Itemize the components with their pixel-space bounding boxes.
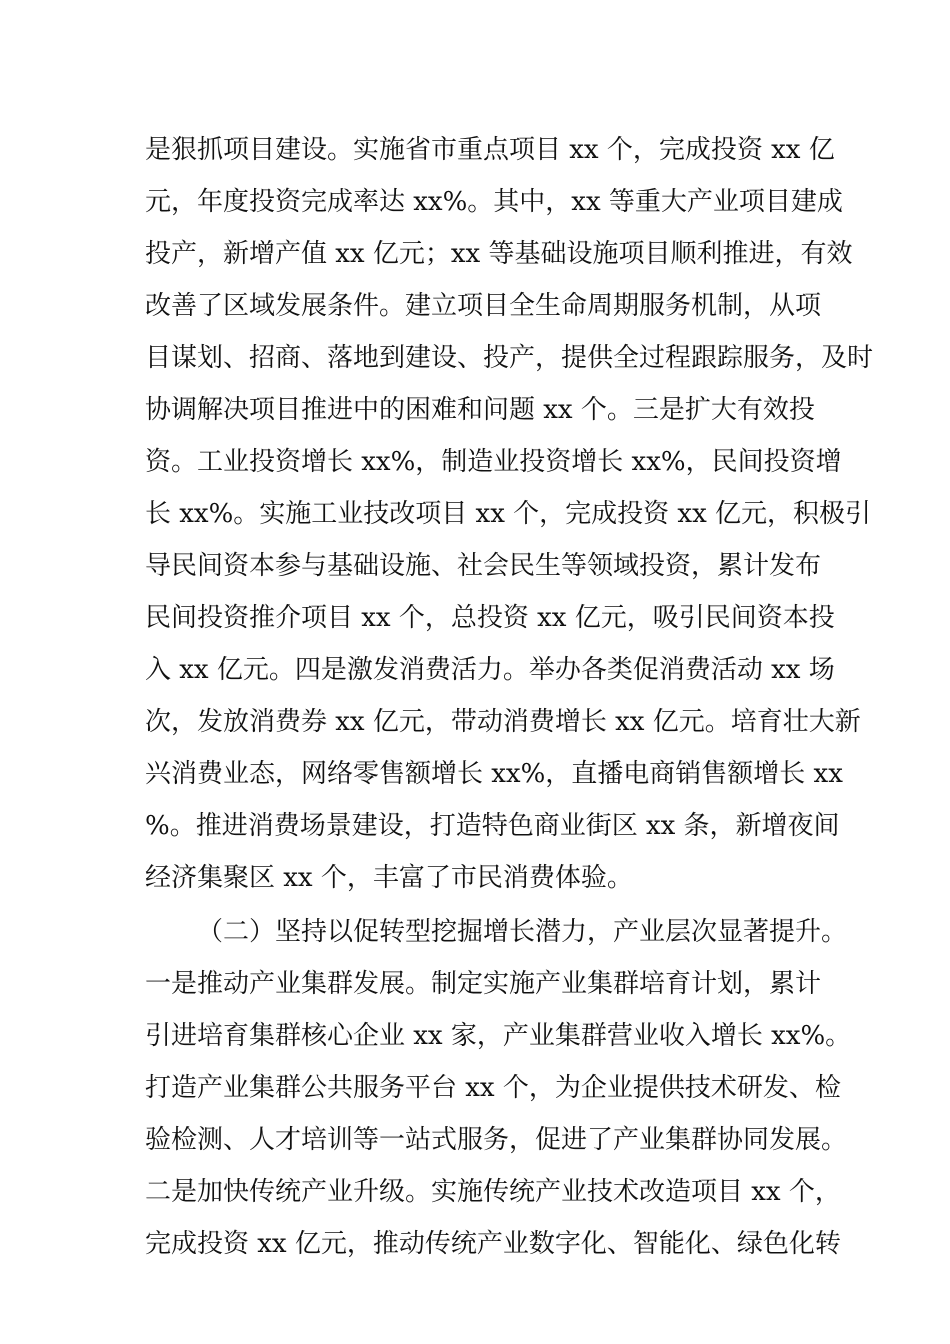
body-text-line: 二是加快传统产业升级。实施传统产业技术改造项目 xx 个， — [145, 1177, 841, 1207]
body-text-line: 协调解决项目推进中的困难和问题 xx 个。三是扩大有效投 — [145, 395, 815, 425]
body-text-line: 投产，新增产值 xx 亿元；xx 等基础设施项目顺利推进，有效 — [145, 239, 853, 269]
body-text-line: %。推进消费场景建设，打造特色商业街区 xx 条，新增夜间 — [145, 811, 840, 841]
body-text-line: 入 xx 亿元。四是激发消费活力。举办各类促消费活动 xx 场 — [145, 655, 835, 685]
body-text-line: 一是推动产业集群发展。制定实施产业集群培育计划，累计 — [145, 969, 822, 999]
body-text-line: 长 xx%。实施工业技改项目 xx 个，完成投资 xx 亿元，积极引 — [145, 499, 872, 529]
body-text-line: 引进培育集群核心企业 xx 家，产业集群营业收入增长 xx%。 — [145, 1021, 852, 1051]
body-text-line: 元，年度投资完成率达 xx%。其中，xx 等重大产业项目建成 — [145, 187, 843, 217]
body-text-line: 次，发放消费券 xx 亿元，带动消费增长 xx 亿元。培育壮大新 — [145, 707, 861, 737]
body-text-line: 是狠抓项目建设。实施省市重点项目 xx 个，完成投资 xx 亿 — [145, 135, 835, 165]
body-text-line: 打造产业集群公共服务平台 xx 个，为企业提供技术研发、检 — [145, 1073, 841, 1103]
body-text-line: 经济集聚区 xx 个，丰富了市民消费体验。 — [145, 863, 633, 893]
body-text-line: 改善了区域发展条件。建立项目全生命周期服务机制，从项 — [145, 291, 822, 321]
body-text-line: 民间投资推介项目 xx 个，总投资 xx 亿元，吸引民间资本投 — [145, 603, 835, 633]
body-text-line: 完成投资 xx 亿元，推动传统产业数字化、智能化、绿色化转 — [145, 1229, 841, 1259]
body-text-line: 兴消费业态，网络零售额增长 xx%，直播电商销售额增长 xx — [145, 759, 843, 789]
body-text-line: 资。工业投资增长 xx%，制造业投资增长 xx%，民间投资增 — [145, 447, 842, 477]
body-text-line: 导民间资本参与基础设施、社会民生等领域投资，累计发布 — [145, 551, 822, 581]
section-heading: （二）坚持以促转型挖掘增长潜力，产业层次显著提升。 — [197, 917, 848, 947]
body-text-line: 目谋划、招商、落地到建设、投产，提供全过程跟踪服务，及时 — [145, 343, 874, 373]
body-text-line: 验检测、人才培训等一站式服务，促进了产业集群协同发展。 — [145, 1125, 848, 1155]
